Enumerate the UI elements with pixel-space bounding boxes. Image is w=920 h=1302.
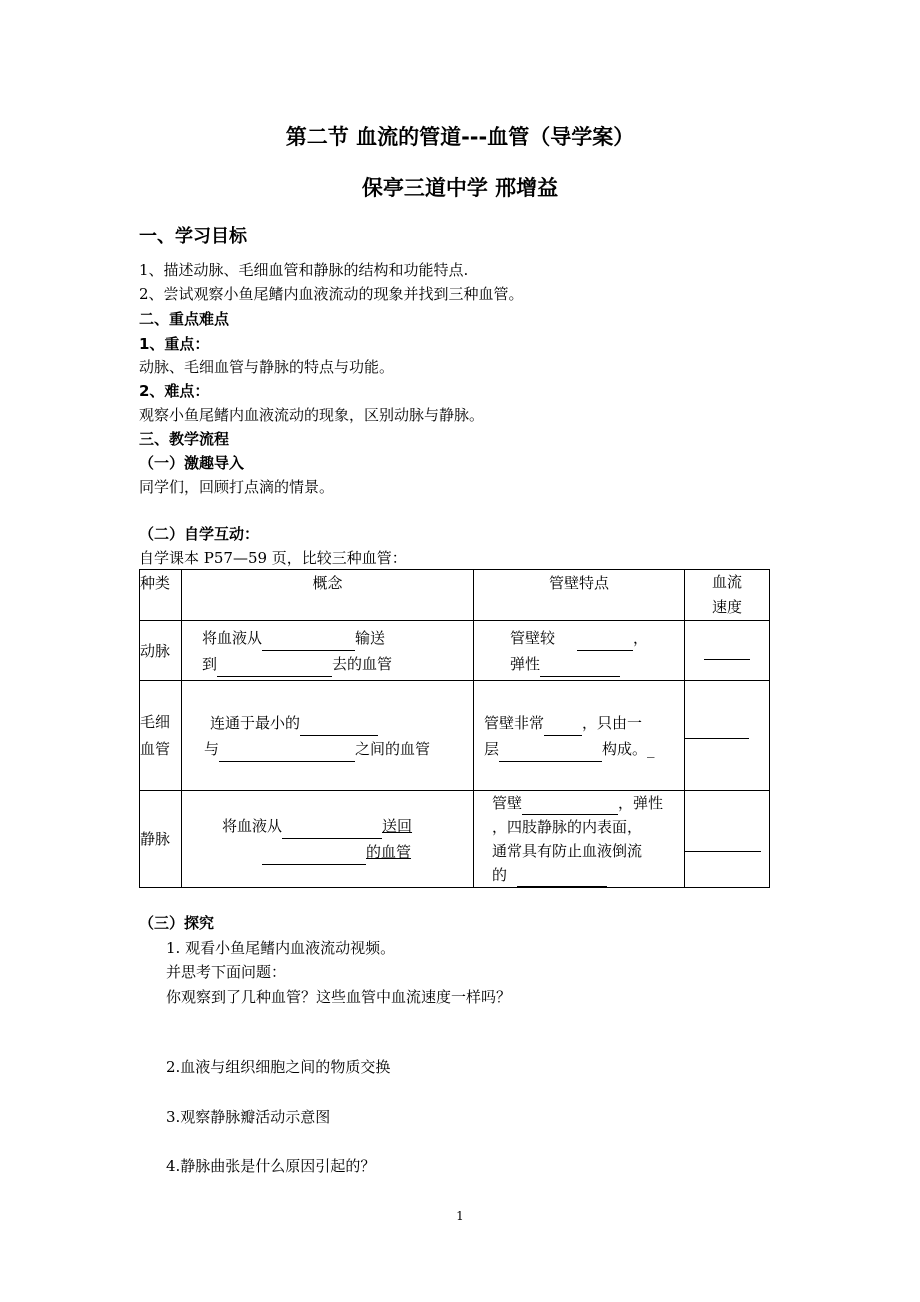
table-row-artery <box>140 621 770 681</box>
page-number: 1 <box>456 1209 464 1223</box>
vein-speed <box>685 791 770 888</box>
vein-speed-blank <box>685 851 761 852</box>
explore-item-4: 4.静脉曲张是什么原因引起的？ <box>166 1157 376 1175</box>
goals-heading: 一、学习目标 <box>139 226 247 247</box>
explore-item-1-sub-2: 你观察到了几种血管？这些血管中血流速度一样吗？ <box>166 988 512 1006</box>
artery-name: 动脉 <box>140 621 182 681</box>
artery-concept: 将血液从 输送 到 去的血管 <box>182 621 474 681</box>
header-kind: 种类 <box>140 570 182 621</box>
explore-heading: （三）探究 <box>139 914 215 932</box>
table-header-row <box>140 570 770 621</box>
capillary-speed <box>685 681 770 791</box>
vein-name: 静脉 <box>140 791 182 888</box>
page-title: 第二节 血流的管道---血管（导学案） <box>285 125 635 149</box>
intro-heading: （一）激趣导入 <box>139 454 245 472</box>
goal-1: 1、描述动脉、毛细血管和静脉的结构和功能特点. <box>139 261 469 279</box>
vessel-comparison-table <box>139 569 770 888</box>
capillary-speed-blank <box>685 738 749 739</box>
header-wall: 管壁特点 <box>474 570 685 621</box>
artery-speed-blank <box>704 659 750 660</box>
author-line: 保亭三道中学 邢增益 <box>361 176 559 200</box>
difficulty-label: 2、难点： <box>139 382 210 400</box>
keypoints-heading: 二、重点难点 <box>139 310 230 328</box>
difficulty-text: 观察小鱼尾鳍内血液流动的现象，区别动脉与静脉。 <box>139 406 485 424</box>
explore-item-3: 3.观察静脉瓣活动示意图 <box>166 1108 331 1126</box>
explore-item-2: 2.血液与组织细胞之间的物质交换 <box>166 1058 391 1076</box>
explore-item-1: 1. 观看小鱼尾鳍内血液流动视频。 <box>166 939 396 957</box>
self-study-heading: （二）自学互动： <box>139 525 260 543</box>
vein-concept: 将血液从 送回 的血管 <box>182 791 474 888</box>
vein-wall: 管壁 ，弹性 ，四肢静脉的内表面， 通常具有防止血液倒流 的 <box>474 791 685 888</box>
key-text: 动脉、毛细血管与静脉的特点与功能。 <box>139 358 395 376</box>
key-label: 1、重点： <box>139 335 210 353</box>
goal-2: 2、尝试观察小鱼尾鳍内血液流动的现象并找到三种血管。 <box>139 285 524 303</box>
header-speed: 血流 速度 <box>685 570 770 621</box>
process-heading: 三、教学流程 <box>139 430 230 448</box>
header-concept: 概念 <box>182 570 474 621</box>
capillary-wall: 管壁非常 ，只由一 层 构成。_ <box>474 681 685 791</box>
capillary-name: 毛细 血管 <box>140 681 182 791</box>
capillary-concept: 连通于最小的 与 之间的血管 <box>182 681 474 791</box>
artery-wall: 管壁较 ， 弹性 <box>474 621 685 681</box>
explore-item-1-sub-1: 并思考下面问题： <box>166 963 287 981</box>
artery-speed <box>685 621 770 681</box>
table-row-vein <box>140 791 770 888</box>
intro-text: 同学们，回顾打点滴的情景。 <box>139 478 335 496</box>
table-row-capillary <box>140 681 770 791</box>
self-study-text: 自学课本 P57—59 页，比较三种血管： <box>139 549 407 567</box>
